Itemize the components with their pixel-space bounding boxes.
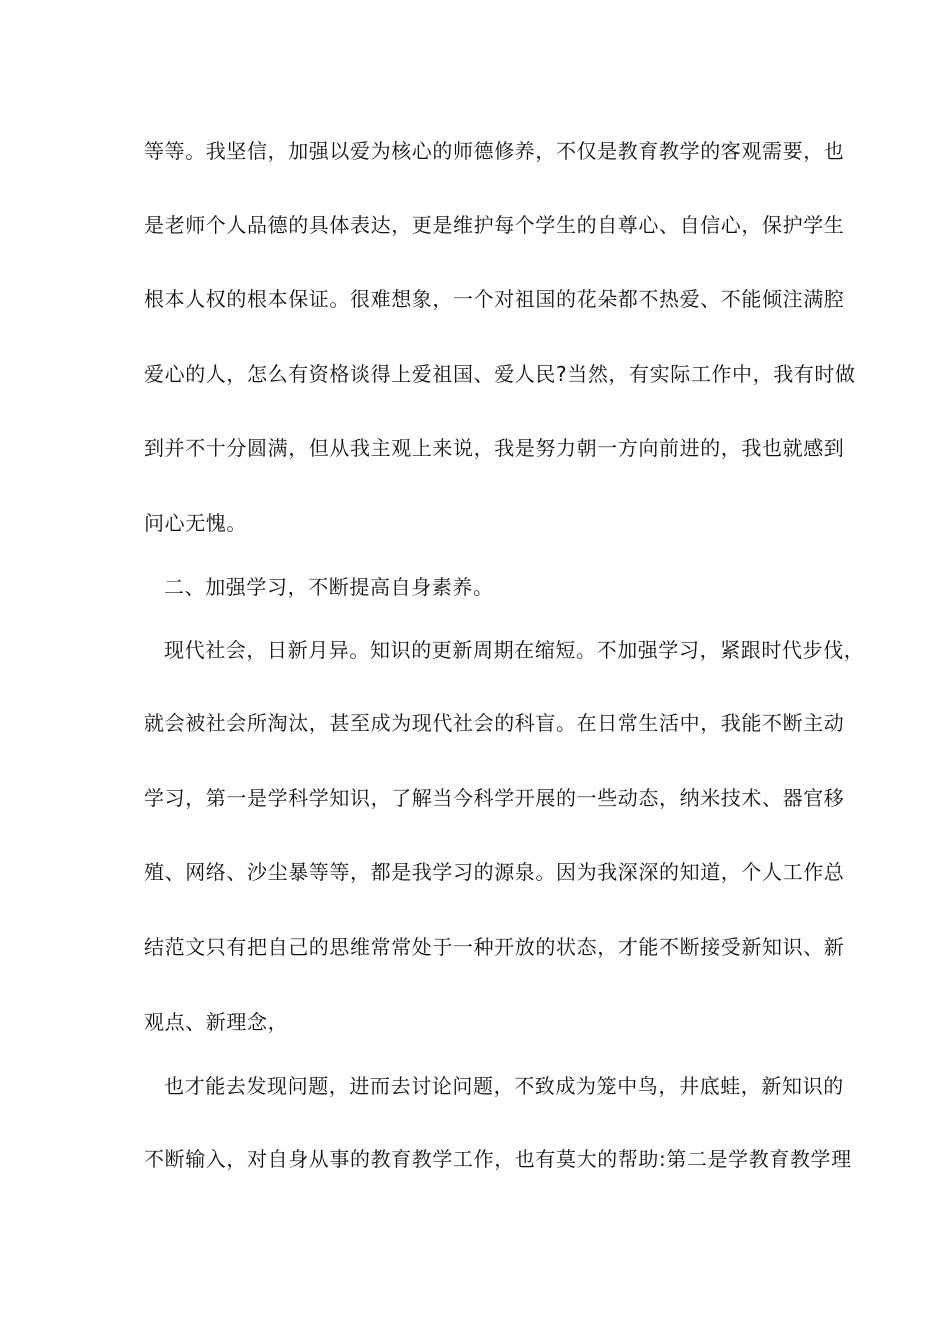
section-heading: 二、加强学习，不断提高自身素养。 (164, 575, 494, 599)
text-line: 根本人权的根本保证。很难想象，一个对祖国的花朵都不热爱、不能倾注满腔 (144, 287, 845, 311)
text-line: 就会被社会所淘汰，甚至成为现代社会的科盲。在日常生活中，我能不断主动 (144, 711, 845, 735)
text-line: 是老师个人品德的具体表达，更是维护每个学生的自尊心、自信心，保护学生 (144, 213, 845, 237)
text-line: 到并不十分圆满，但从我主观上来说，我是努力朝一方向前进的，我也就感到 (144, 436, 845, 460)
text-line: 等等。我坚信，加强以爱为核心的师德修养，不仅是教育教学的客观需要，也 (144, 139, 845, 163)
text-line: 也才能去发现问题，进而去讨论问题，不致成为笼中鸟，井底蛙，新知识的 (164, 1074, 844, 1098)
text-line: 学习，第一是学科学知识，了解当今科学开展的一些动态，纳米技术、器官移 (144, 786, 845, 810)
text-line: 爱心的人，怎么有资格谈得上爱祖国、爱人民?当然，有实际工作中，我有时做 (144, 362, 856, 386)
text-line: 现代社会，日新月异。知识的更新周期在缩短。不加强学习，紧跟时代步伐， (164, 638, 865, 662)
text-line: 问心无愧。 (144, 511, 247, 535)
text-line: 观点、新理念， (144, 1010, 289, 1034)
text-line: 不断输入，对自身从事的教育教学工作，也有莫大的帮助:第二是学教育教学理 (144, 1147, 852, 1171)
text-line: 结范文只有把自己的思维常常处于一种开放的状态，才能不断接受新知识、新 (144, 935, 845, 959)
text-line: 殖、网络、沙尘暴等等，都是我学习的源泉。因为我深深的知道，个人工作总 (144, 860, 845, 884)
